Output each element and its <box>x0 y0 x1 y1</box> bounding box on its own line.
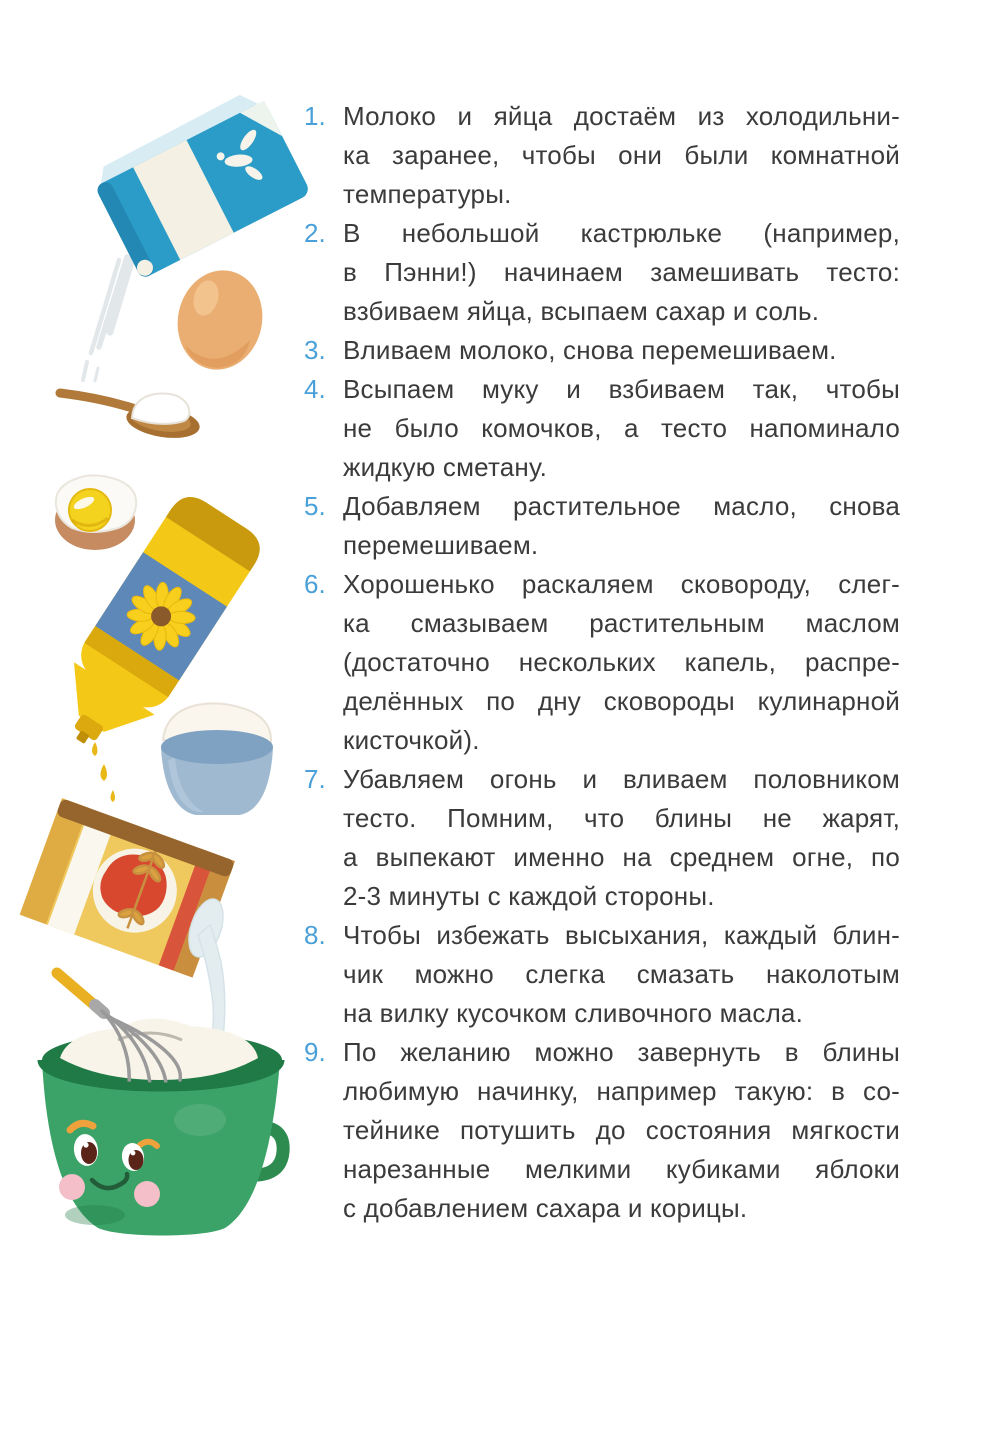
wooden-spoon-icon <box>60 393 202 443</box>
step-text-line: чик можно слегка смазать наколотым <box>343 959 900 989</box>
step-text-line: жидкую сметану. <box>343 452 548 482</box>
step-text-line: В небольшой кастрюльке (например, <box>343 218 900 248</box>
step-number: 6. <box>304 569 326 599</box>
step-text-line: (достаточно нескольких капель, распре- <box>343 647 900 677</box>
step-number: 1. <box>304 101 326 131</box>
step-text-line: Всыпаем муку и взбиваем так, чтобы <box>343 374 900 404</box>
step-text-line: Убавляем огонь и вливаем половником <box>343 764 900 794</box>
step-item <box>304 760 900 916</box>
step-number: 9. <box>304 1037 326 1067</box>
flour-cup-icon <box>161 703 273 815</box>
step-item <box>304 916 900 1033</box>
step-text-line: кисточкой). <box>343 725 480 755</box>
step-text-line: температуры. <box>343 179 512 209</box>
cracked-egg-icon <box>55 475 136 550</box>
step-text-line: с добавлением сахара и корицы. <box>343 1193 748 1223</box>
ingredient-illustrations <box>0 0 310 1437</box>
step-text-line: Хорошенько раскаляем сковороду, слег- <box>343 569 900 599</box>
step-item <box>304 97 900 214</box>
step-text-line: Молоко и яйца достаём из холодильни- <box>343 101 900 131</box>
step-text-line: ка смазываем растительным маслом <box>343 608 900 638</box>
steps-list <box>304 97 900 1228</box>
step-text-line: По желанию можно завернуть в блины <box>343 1037 900 1067</box>
step-text-line: взбиваем яйца, всыпаем сахар и соль. <box>343 296 820 326</box>
step-item <box>304 487 900 565</box>
step-number: 8. <box>304 920 326 950</box>
step-number: 5. <box>304 491 326 521</box>
egg-icon <box>169 262 272 377</box>
step-text-line: Добавляем растительное масло, снова <box>343 491 900 521</box>
step-text-line: 2-3 минуты с каждой стороны. <box>343 881 715 911</box>
step-text-line: Вливаем молоко, снова перемешиваем. <box>343 335 837 365</box>
step-item <box>304 370 900 487</box>
green-pot-front <box>42 1060 283 1236</box>
step-text-line: делённых по дну сковороды кулинарной <box>343 686 900 716</box>
step-item <box>304 214 900 331</box>
step-text-line: а выпекают именно на среднем огне, по <box>343 842 900 872</box>
milk-stream-icon <box>83 252 134 381</box>
step-number: 3. <box>304 335 326 365</box>
step-item <box>304 1033 900 1228</box>
step-text-line: нарезанные мелкими кубиками яблоки <box>343 1154 900 1184</box>
step-number: 7. <box>304 764 326 794</box>
step-text-line: в Пэнни!) начинаем замешивать тесто: <box>343 257 900 287</box>
oil-drops-icon <box>92 742 115 802</box>
step-number: 4. <box>304 374 326 404</box>
step-number: 2. <box>304 218 326 248</box>
step-text-line: Чтобы избежать высыхания, каждый блин- <box>343 920 900 950</box>
step-text-line: не было комочков, а тесто напоминало <box>343 413 900 443</box>
step-text-line: любимую начинку, например такую: в со- <box>343 1076 900 1106</box>
step-item <box>304 565 900 760</box>
milk-carton-icon <box>87 86 310 279</box>
step-text-line: тесто. Помним, что блины не жарят, <box>343 803 900 833</box>
step-text-line: перемешиваем. <box>343 530 539 560</box>
step-text-line: ка заранее, чтобы они были комнатной <box>343 140 900 170</box>
step-item <box>304 331 900 370</box>
step-text-line: на вилку кусочком сливочного масла. <box>343 998 804 1028</box>
step-text-line: тейнике потушить до состояния мягкости <box>343 1115 900 1145</box>
